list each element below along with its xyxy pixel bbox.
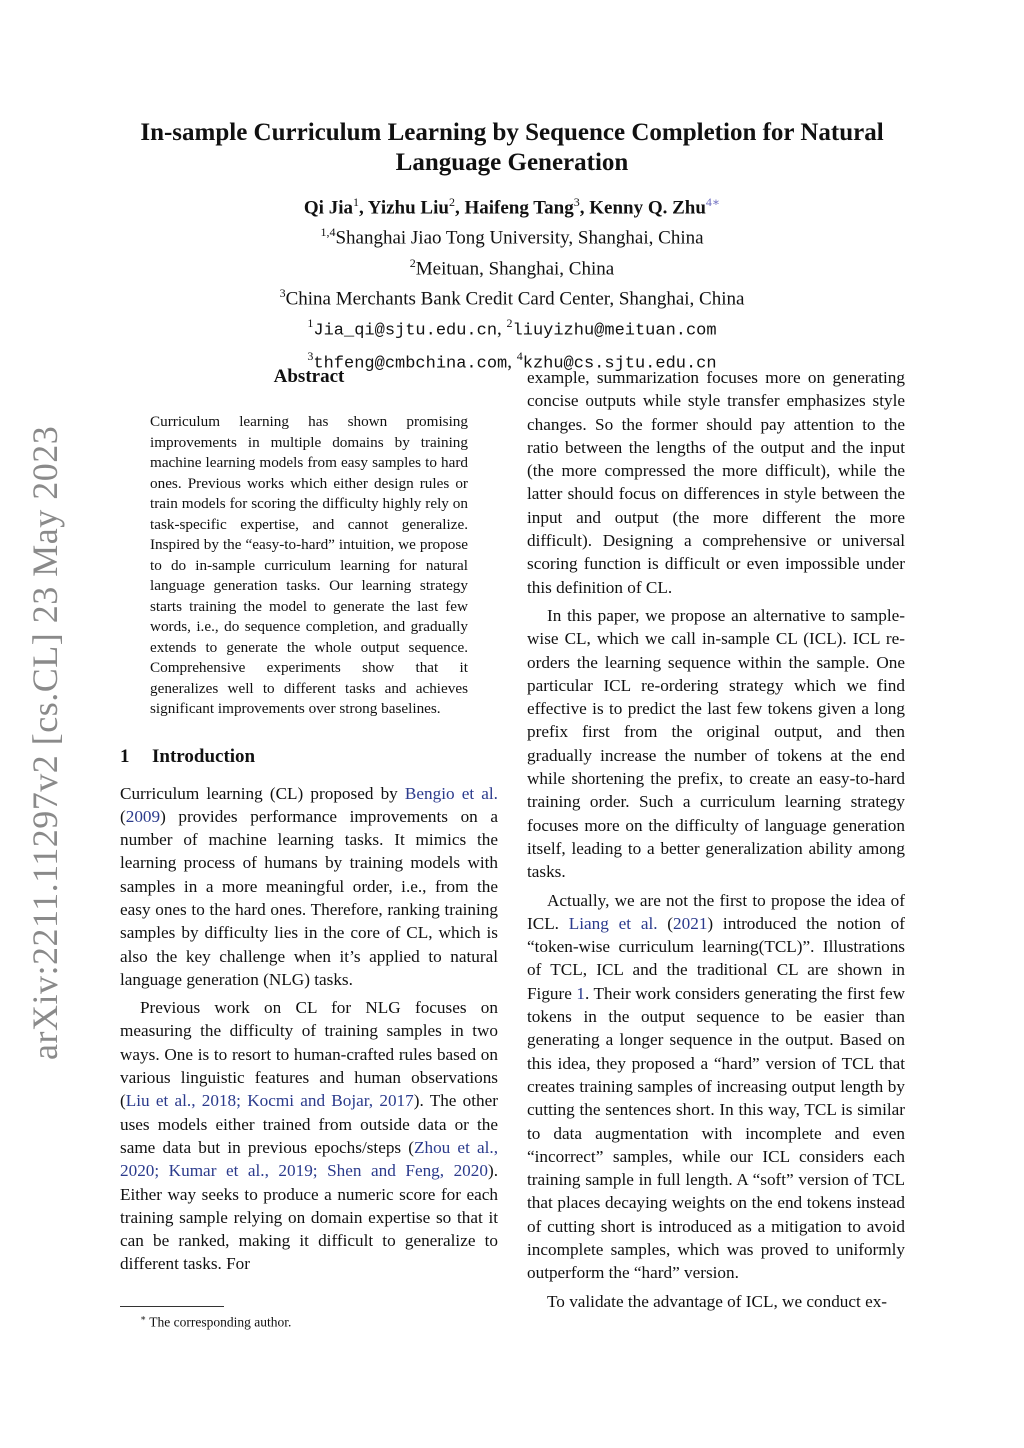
author-name: Yizhu Liu	[367, 197, 449, 219]
footnote: ∗ The corresponding author.	[140, 1313, 292, 1330]
author-names: Qi Jia$^1$, Yizhu Liu$^2$, Haifeng Tang$^3$, Kenny Q. Zhu$^{4∗}$	[303, 195, 721, 219]
intro-paragraph-1: Curriculum learning (CL) proposed by Bengio et al. (2009) provides performance improvements on a number of machine learning tasks. It mimics the learning process of humans by training models with samples in a more meaningful order, i.e., from the easy ones to the hard ones. Therefore, ranking training samples by difficulty lies in the core of CL, which is also the key challenge when it’s applied to natural language generation (NLG) tasks.	[120, 783, 498, 989]
figure-reference-link[interactable]: 1	[576, 983, 585, 1003]
author-name: Qi Jia	[303, 197, 353, 219]
email-line: $^3$thfeng@cmbchina.com, $^4$kzhu@cs.sjtu.edu.cn	[307, 348, 717, 373]
intro-paragraph-4: Actually, we are not the first to propose the idea of ICL. Liang et al. (2021) introduced the notion of “token-wise curriculum learning(TCL)”. Illustrations of TCL, ICL and the traditional CL are shown in Figure 1. Their work considers generating the first few tokens in the output sequence to be easier than generating a longer sequence in the output. Based on this idea, they proposed a “hard” version of TCL that creates training samples of increasing output length by cutting the sentences short. In this way, TCL is similar to data augmentation with incomplete and even “incorrect” samples, while our ICL considers each training sample in full length. A “soft” version of TCL that places decaying weights on the end tokens instead of cutting short is introduced as a mitigation to avoid incomplete samples, which was proved to uniformly outperform the “hard” version.	[527, 890, 906, 1283]
paper-title: In-sample Curriculum Learning by Sequence Completion for Natural Language Generation	[140, 119, 884, 176]
author-name: Haifeng Tang	[464, 197, 574, 219]
footnote-divider	[120, 1306, 224, 1307]
email-link[interactable]: thfeng@cmbchina.com	[313, 353, 508, 373]
intro-paragraph-3: In this paper, we propose an alternative to sample-wise CL, which we call in-sample CL (ICL). ICL re-orders the learning sequence within the sample. One particular ICL re-ordering strategy which we find effective is to predict the last few tokens given a long prefix first from the original output, and then gradually increase the number of tokens at the end while shortening the prefix, to create an easy-to-hard training order. Such a curriculum learning strategy focuses more on the difficulty of language generation itself, leading to a better generalization ability among tasks.	[527, 605, 905, 882]
left-column	[120, 366, 498, 1276]
intro-paragraph-continued: example, summarization focuses more on generating concise outputs while style transfer emphasizes style changes. So the former should pay attention to the ratio between the lengths of the output and the input (the more compressed the more difficult), while the latter should focus on differences in style between the input and output (the more different the more difficult). Designing a comprehensive or universal scoring function is difficult or even impossible under this definition of CL.	[527, 368, 905, 597]
author-block	[120, 190, 904, 376]
affiliation: $^3$China Merchants Bank Credit Card Center, Shanghai, China	[279, 285, 745, 310]
citation-link[interactable]: Liang et al.	[568, 913, 658, 933]
citation-link[interactable]: Liu et al., 2018; Kocmi and Bojar, 2017	[125, 1091, 414, 1111]
arxiv-identifier-stamp: arXiv:2211.11297v2 [cs.CL] 23 May 2023	[25, 425, 65, 1060]
right-column	[527, 366, 905, 1313]
email-link[interactable]: liuyizhu@meituan.com	[512, 321, 717, 341]
intro-paragraph-5: To validate the advantage of ICL, we conduct ex-	[547, 1291, 888, 1311]
citation-link[interactable]: Bengio et al.	[404, 783, 498, 803]
intro-paragraph-2: Previous work on CL for NLG focuses on measuring the difficulty of training samples in two ways. One is to resort to human-crafted rules based on various linguistic features and human observations (Liu et al., 2018; Kocmi and Bojar, 2017). The other uses models either trained from outside data or the same data but in previous epochs/steps (Zhou et al., 2020; Kumar et al., 2019; Shen and Feng, 2020). Either way seeks to produce a numeric score for each training sample relying on domain expertise so that it can be ranked, making it difficult to generalize to different tasks. For	[120, 998, 498, 1274]
citation-link[interactable]: 2009	[125, 806, 161, 826]
citation-link[interactable]: 2021	[673, 913, 708, 933]
citation-link[interactable]: Zhou et al., 2020; Kumar et al., 2019; Shen and Feng, 2020	[120, 1137, 498, 1181]
author-name: Kenny Q. Zhu	[589, 197, 706, 219]
email-link[interactable]: Jia_qi@sjtu.edu.cn	[313, 321, 498, 341]
affiliation: $^{1,4}$Shanghai Jiao Tong University, Shanghai, China	[320, 225, 704, 249]
email-line: $^1$Jia_qi@sjtu.edu.cn, $^2$liuyizhu@meituan.com	[307, 316, 717, 341]
section-heading-introduction: 1 Introduction	[120, 745, 256, 767]
affiliation: $^2$Meituan, Shanghai, China	[409, 255, 615, 279]
email-link[interactable]: kzhu@cs.sjtu.edu.cn	[522, 353, 717, 373]
abstract-heading: Abstract	[273, 366, 345, 387]
abstract-text: Curriculum learning has shown promising improvements in multiple domains by training machine learning models from easy samples to hard ones. Previous works which either design rules or train models for scoring the difficulty highly rely on task-specific expertise, and cannot generalize. Inspired by the “easy-to-hard” intuition, we propose to do in-sample curriculum learning for natural language generation tasks. Our learning strategy starts training the model to generate the last few words, i.e., do sequence completion, and gradually extends to generate the whole output sequence. Comprehensive experiments show that it generalizes well to different tasks and achieves significant improvements over strong baselines.	[150, 413, 468, 717]
